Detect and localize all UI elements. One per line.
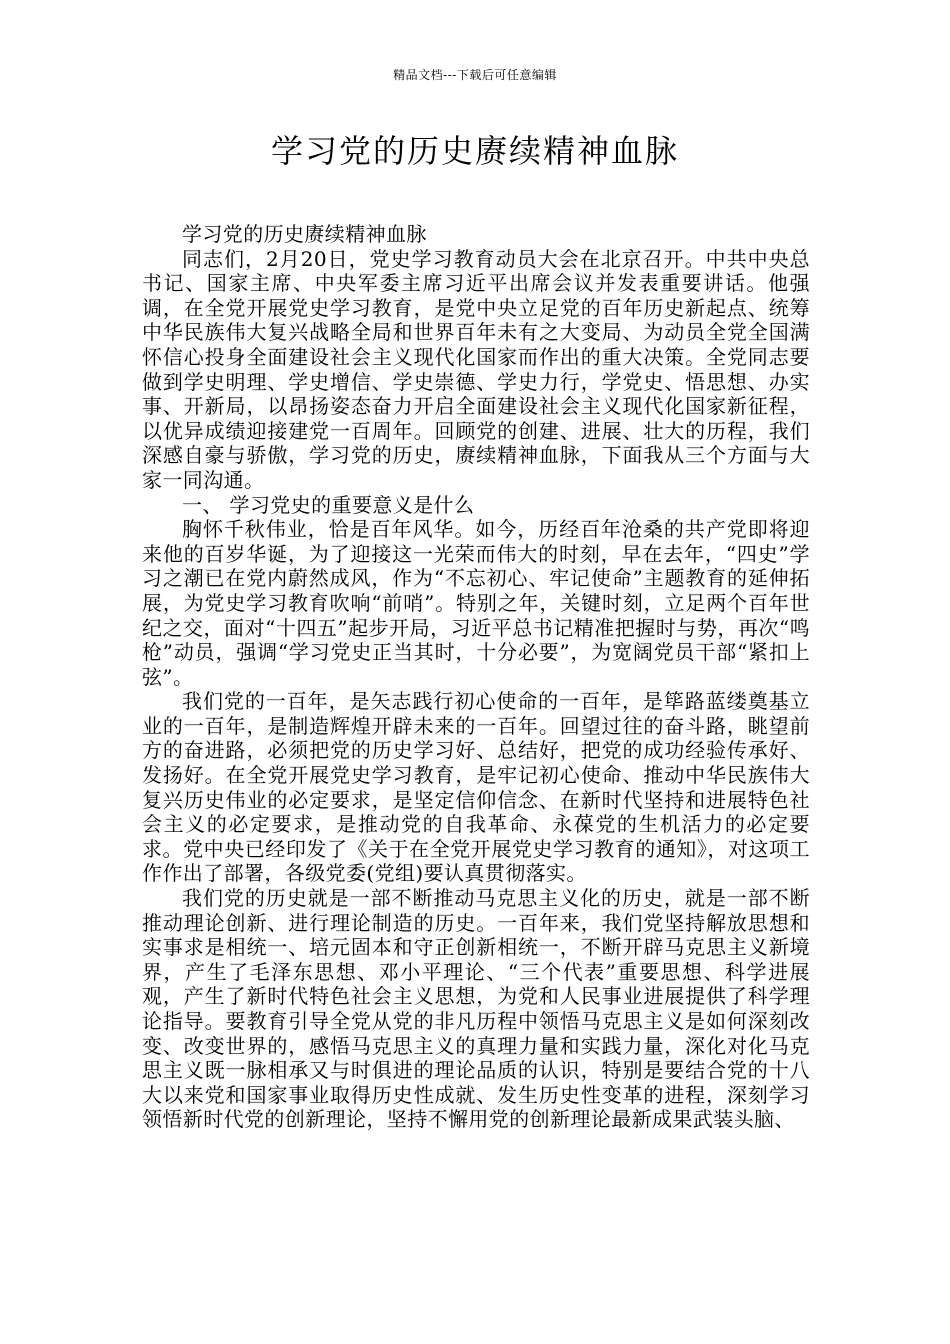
header-note: 精品文档---下载后可任意编辑 <box>393 68 557 82</box>
paragraph-2: 胸怀千秋伟业，恰是百年风华。如今，历经百年沧桑的共产党即将迎来他的百岁华诞，为了迎接这一光荣而伟大的时刻，早在去年，“四史”学习之潮已在党内蔚然成风，作为“不忘初心、牢记使命”主题教育的延伸拓展，为党史学习教育吹响“前哨”。特别之年，关键时刻，立足两个百年世纪之交，面对“十四五”起步开局，习近平总书记精准把握时与势，再次“鸣枪”动员，强调“学习党史正当其时，十分必要”，为宽阔党员干部“紧扣上弦”。 <box>142 517 810 689</box>
document-title: 学习党的历史赓续精神血脉 <box>270 132 679 170</box>
paragraph-3: 我们党的一百年，是矢志践行初心使命的一百年，是筚路蓝缕奠基立业的一百年，是制造辉煌开辟未来的一百年。回望过往的奋斗路，眺望前方的奋进路，必须把党的历史学习好、总结好，把党的成功经验传承好、发扬好。在全党开展党史学习教育，是牢记初心使命、推动中华民族伟大复兴历史伟业的必定要求，是坚定信仰信念、在新时代坚持和进展特色社会主义的必定要求，是推动党的自我革命、永葆党的生机活力的必定要求。党中央已经印发了《关于在全党开展党史学习教育的通知》，对这项工作作出了部署，各级党委(党组)要认真贯彻落实。 <box>142 689 810 886</box>
section-heading-1: 一、 学习党史的重要意义是什么 <box>182 492 475 517</box>
paragraph-4: 我们党的历史就是一部不断推动马克思主义化的历史，就是一部不断推动理论创新、进行理论制造的历史。一百年来，我们党坚持解放思想和实事求是相统一、培元固本和守正创新相统一，不断开辟马克思主义新境界，产生了毛泽东思想、邓小平理论、“三个代表”重要思想、科学进展观，产生了新时代特色社会主义思想，为党和人民事业进展提供了科学理论指导。要教育引导全党从党的非凡历程中领悟马克思主义是如何深刻改变、改变世界的，感悟马克思主义的真理力量和实践力量，深化对化马克思主义既一脉相承又与时俱进的理论品质的认识，特别是要结合党的十八大以来党和国家事业取得历史性成就、发生历史性变革的进程，深刻学习领悟新时代党的创新理论，坚持不懈用党的创新理论最新成果武装头脑、 <box>142 886 810 1132</box>
paragraph-intro: 同志们，2月20日，党史学习教育动员大会在北京召开。中共中央总书记、国家主席、中央军委主席习近平出席会议并发表重要讲话。他强调，在全党开展党史学习教育，是党中央立足党的百年历史新起点、统筹中华民族伟大复兴战略全局和世界百年未有之大变局、为动员全党全国满怀信心投身全面建设社会主义现代化国家而作出的重大决策。全党同志要做到学史明理、学史增信、学史崇德、学史力行，学党史、悟思想、办实事、开新局，以昂扬姿态奋力开启全面建设社会主义现代化国家新征程，以优异成绩迎接建党一百周年。回顾党的创建、进展、壮大的历程，我们深感自豪与骄傲，学习党的历史，赓续精神血脉，下面我从三个方面与大家一同沟通。 <box>142 246 810 492</box>
document-subtitle: 学习党的历史赓续精神血脉 <box>182 222 427 246</box>
document-body <box>142 222 810 1132</box>
